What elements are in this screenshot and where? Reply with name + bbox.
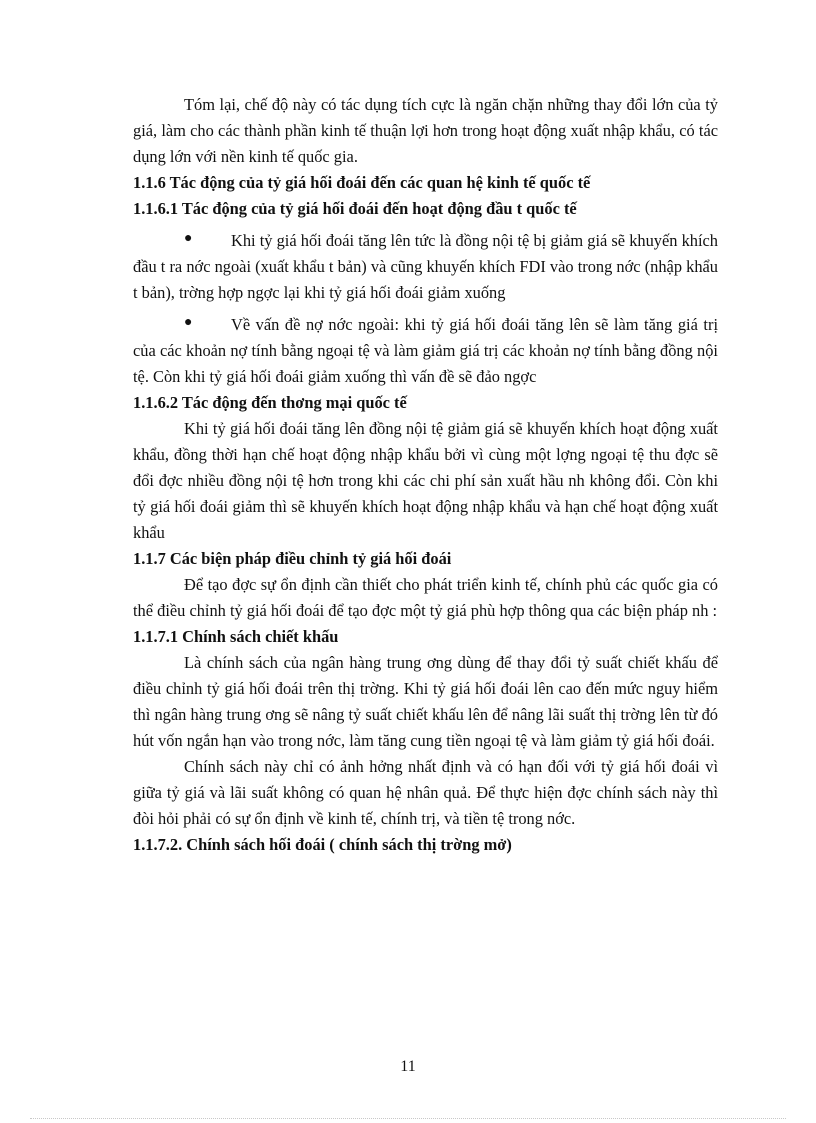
list-item (133, 312, 718, 390)
bullet-icon: ● (184, 315, 193, 330)
heading-1-1-7: 1.1.7 Các biện pháp điều chỉnh tỷ giá hối đoái (133, 549, 452, 568)
heading-1-1-6-2: 1.1.6.2 Tác động đến thơng mại quốc tế (133, 393, 407, 412)
page-number: 11 (400, 1058, 416, 1075)
paragraph-trade: Khi tỷ giá hối đoái tăng lên đồng nội tệ giảm giá sẽ khuyến khích hoạt động xuất khẩu, đồng thời hạn chế hoạt động nhập khẩu bởi vì cùng một lợng ngoại tệ thu đợc sẽ đổi đợc nhiều đồng nội tệ hơn trong khi các chi phí sản xuất hầu nh không đổi. Còn khi tỷ giá hối đoái giảm thì sẽ khuyến khích hoạt động nhập khẩu và hạn chế hoạt động xuất khẩu (133, 419, 718, 542)
heading-1-1-7-2: 1.1.7.2. Chính sách hối đoái ( chính sách thị trờng mở) (133, 835, 512, 854)
footer-divider (30, 1118, 786, 1119)
paragraph-discount-2: Chính sách này chỉ có ảnh hởng nhất định và có hạn đối với tỷ giá hối đoái vì giữa tỷ giá và lãi suất không có quan hệ nhân quả. Để thực hiện đợc chính sách này thì đòi hỏi phải có sự ổn định về kinh tế, chính trị, và tiền tệ trong nớc. (133, 757, 718, 828)
paragraph-discount-1: Là chính sách của ngân hàng trung ơng dùng để thay đổi tỷ suất chiết khấu để điều chỉnh tỷ giá hối đoái trên thị trờng. Khi tỷ giá hối đoái lên cao đến mức nguy hiểm thì ngân hàng trung ơng sẽ nâng tỷ suất chiết khấu lên để nâng lãi suất thị trờng lên từ đó hút vốn ngắn hạn vào trong nớc, làm tăng cung tiền ngoại tệ và làm giảm tỷ giá hối đoái. (133, 653, 718, 750)
list-item (133, 228, 718, 306)
paragraph-measures: Để tạo đợc sự ổn định cần thiết cho phát triển kinh tế, chính phủ các quốc gia có thể điều chỉnh tỷ giá hối đoái để tạo đợc một tỷ giá phù hợp thông qua các biện pháp nh : (133, 575, 718, 620)
bullet-icon: ● (184, 231, 193, 246)
heading-1-1-6-1: 1.1.6.1 Tác động của tỷ giá hối đoái đến hoạt động đầu t quốc tế (133, 199, 577, 218)
paragraph-summary: Tóm lại, chế độ này có tác dụng tích cực là ngăn chặn những thay đổi lớn của tỷ giá, làm cho các thành phần kinh tế thuận lợi hơn trong hoạt động xuất nhập khẩu, có tác dụng lớn với nền kinh tế quốc gia. (133, 95, 718, 166)
heading-1-1-7-1: 1.1.7.1 Chính sách chiết khấu (133, 627, 339, 646)
heading-1-1-6: 1.1.6 Tác động của tỷ giá hối đoái đến các quan hệ kinh tế quốc tế (133, 173, 591, 192)
document-body (133, 92, 718, 858)
bullet-text: Khi tỷ giá hối đoái tăng lên tức là đồng nội tệ bị giảm giá sẽ khuyến khích đầu t ra nớc ngoài (xuất khẩu t bản) và cũng khuyến khích FDI vào trong nớc (nhập khẩu t bản), trờng hợp ngợc lại khi tỷ giá hối đoái giảm xuống (133, 231, 718, 302)
bullet-text: Về vấn đề nợ nớc ngoài: khi tỷ giá hối đoái tăng lên sẽ làm tăng giá trị của các khoản nợ tính bằng ngoại tệ và làm giảm giá trị các khoản nợ tính bằng đồng nội tệ. Còn khi tỷ giá hối đoái giảm xuống thì vấn đề sẽ đảo ngợc (133, 315, 718, 386)
